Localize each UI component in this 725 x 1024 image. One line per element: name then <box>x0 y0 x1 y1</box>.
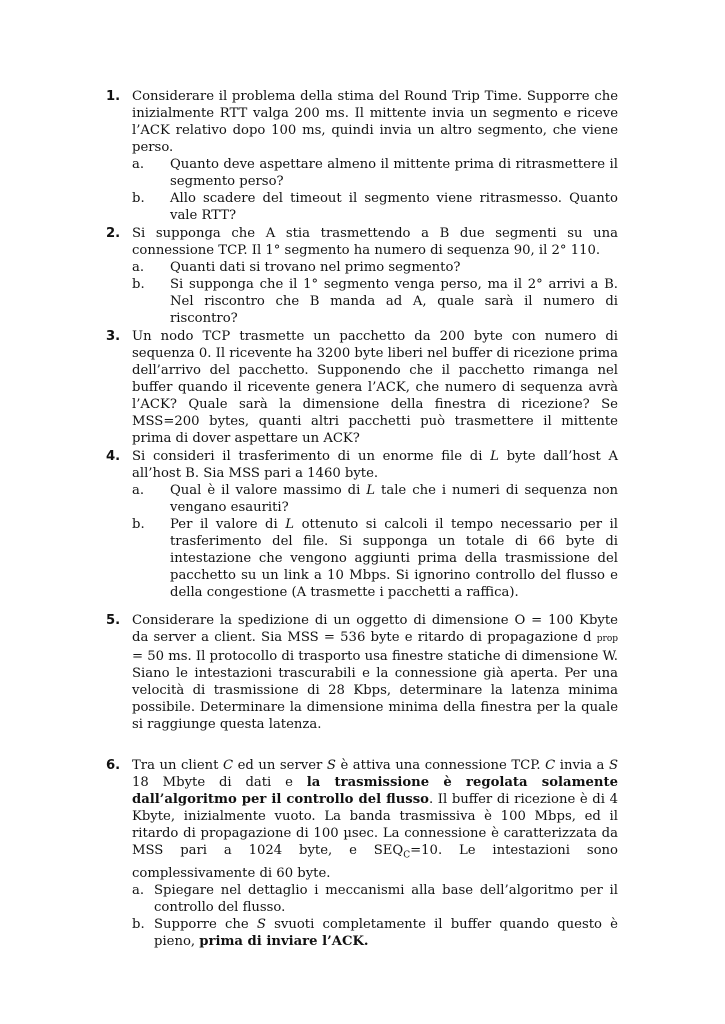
sub-letter: b. <box>132 916 145 932</box>
sub-question-b <box>132 916 618 950</box>
emphasis-text: la trasmissione è regolata solamente dall’algoritmo per il controllo del flusso <box>132 775 618 807</box>
sub-question-a <box>132 156 618 190</box>
problem-text: Si consideri il trasferimento di un enorme file di L byte dall’host A all’host B. Sia MSS pari a 1460 byte. <box>132 449 618 481</box>
problem-4 <box>106 448 618 601</box>
sub-letter: a. <box>132 483 145 498</box>
problem-2 <box>106 225 618 327</box>
sub-text: Quanto deve aspettare almeno il mittente prima di ritrasmettere il segmento perso? <box>170 157 618 189</box>
problem-number: 3. <box>106 329 121 344</box>
problem-number: 1. <box>106 89 121 104</box>
subscript-c: C <box>403 850 411 861</box>
variable-L: L <box>285 517 295 532</box>
sub-letter: b. <box>132 277 145 292</box>
sub-letter: b. <box>132 517 145 532</box>
sub-question-b <box>132 516 618 601</box>
problem-3 <box>106 328 618 447</box>
sub-text: Allo scadere del timeout il segmento viene ritrasmesso. Quanto vale RTT? <box>170 191 618 223</box>
sub-text: Per il valore di L ottenuto si calcoli il tempo necessario per il trasferimento del file. Si supponga un totale di 66 byte di intestazione che vengono aggiunti prima della trasmissione del pacchetto su un link a 10 Mbps. Si ignorino controllo del flusso e della congestione (A trasmette i pacchetti a raffica). <box>170 517 618 600</box>
variable-L: L <box>366 483 376 498</box>
sub-letter: a. <box>132 157 145 172</box>
sub-question-a <box>132 882 618 916</box>
problem-text: Un nodo TCP trasmette un pacchetto da 200 byte con numero di sequenza 0. Il ricevente ha 3200 byte liberi nel buffer di ricezione prima dell’arrivo del pacchetto. Supponendo che il pacchetto rimanga nel buffer quando il ricevente genera l’ACK, che numero di sequenza avrà l’ACK? Quale sarà la dimensione della finestra di ricezione? Se MSS=200 bytes, quanti altri pacchetti può trasmettere il mittente prima di dover aspettare un ACK? <box>132 329 618 446</box>
problem-number: 4. <box>106 449 121 464</box>
sub-text: Quanti dati si trovano nel primo segmento? <box>170 260 461 275</box>
variable-L: L <box>490 449 499 464</box>
problem-number: 2. <box>106 226 121 241</box>
problem-6 <box>106 757 618 950</box>
problem-1 <box>106 88 618 224</box>
sub-text: Supporre che S svuoti completamente il buffer quando questo è pieno, prima di inviare l’ACK. <box>154 916 618 949</box>
sub-question-a <box>132 482 618 516</box>
problem-text: Considerare il problema della stima del Round Trip Time. Supporre che inizialmente RTT valga 200 ms. Il mittente invia un segmento e riceve l’ACK relativo dopo 100 ms, quindi invia un altro segmento, che viene perso. <box>132 89 618 155</box>
sub-letter: a. <box>132 882 145 898</box>
sub-text: Qual è il valore massimo di L tale che i numeri di sequenza non vengano esauriti? <box>170 483 619 515</box>
sub-letter: a. <box>132 260 145 275</box>
sub-question-b <box>132 276 618 327</box>
sub-letter: b. <box>132 191 145 206</box>
sub-text: Spiegare nel dettaglio i meccanismi alla base dell’algoritmo per il controllo del flusso. <box>154 882 618 915</box>
problem-text: Tra un client C ed un server S è attiva una connessione TCP. C invia a S 18 Mbyte di dati e la trasmissione è regolata solamente dall’algoritmo per il controllo del flusso. Il buffer di ricezione è di 4 Kbyte, inizialmente vuoto. La banda trasmissiva è 100 Mbps, ed il ritardo di propagazione di 100 µsec. La connessione è caratterizzata da MSS pari a 1024 byte, e $SEQ_C=10$. Le intestazioni sono complessivamente di 60 byte. <box>132 758 618 881</box>
sub-question-b <box>132 190 618 224</box>
problem-number: 5. <box>106 613 121 628</box>
problem-text: Si supponga che A stia trasmettendo a B due segmenti su una connessione TCP. Il 1° segmento ha numero di sequenza 90, il 2° 110. <box>132 226 618 258</box>
sub-question-a <box>132 259 618 276</box>
problem-text: Considerare la spedizione di un oggetto di dimensione O = 100 Kbyte da server a client. Sia MSS = 536 byte e ritardo di propagazione d prop = 50 ms. Il protocollo di trasporto usa finestre statiche di dimensione W. Siano le intestazioni trascurabili e la connessione già aperta. Per una velocità di trasmissione di 28 Kbps, determinare la latenza minima possibile. Determinare la dimensione minima della finestra per la quale si raggiunge questa latenza. <box>132 613 618 732</box>
problem-5 <box>106 612 618 733</box>
sub-text: Si supponga che il 1° segmento venga perso, ma il 2° arrivi a B. Nel riscontro che B manda ad A, quale sarà il numero di riscontro? <box>170 277 618 326</box>
problem-number: 6. <box>106 758 121 773</box>
subscript-prop: prop <box>596 634 618 644</box>
emphasis-text: prima di inviare l’ACK. <box>199 933 369 949</box>
